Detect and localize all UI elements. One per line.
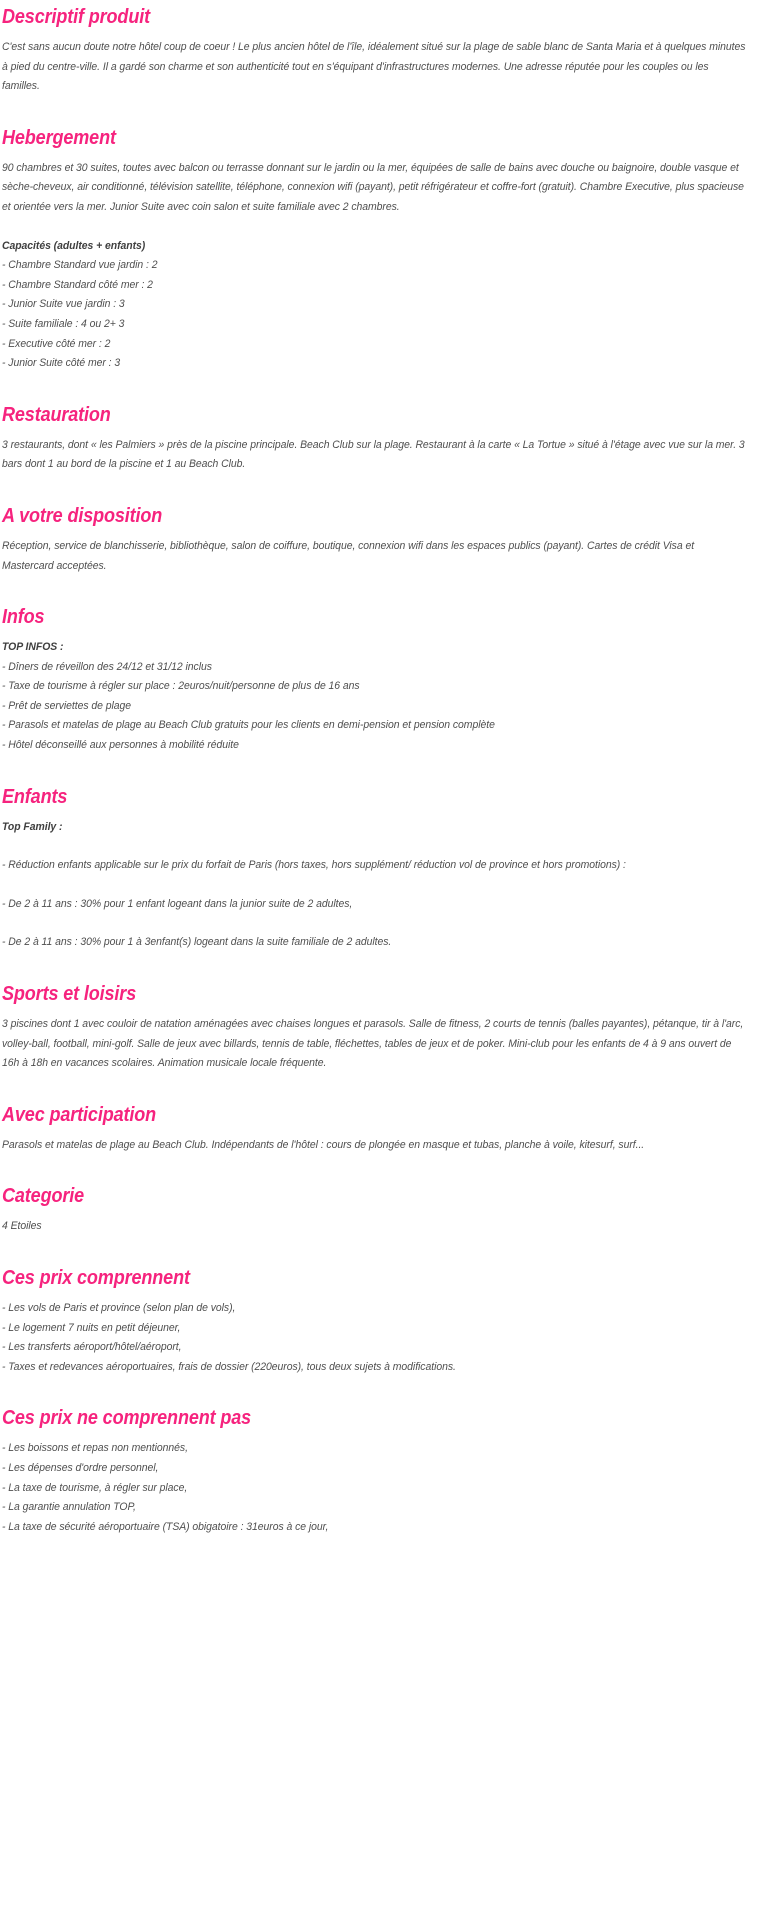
list-item: - Les boissons et repas non mentionnés, [2,1442,188,1455]
prix-comprennent-list [2,1299,748,1377]
section-title-ces-prix-ne-comprennent-pas: Ces prix ne comprennent pas [2,1406,252,1430]
list-item: - Parasols et matelas de plage au Beach Club gratuits pour les clients en demi-pension et pension complète [2,719,495,732]
section-ces-prix-comprennent [2,1265,748,1377]
list-item: - Les transferts aéroport/hôtel/aéroport, [2,1341,182,1354]
list-item: - Hôtel déconseillé aux personnes à mobilité réduite [2,739,239,752]
list-item: - Taxe de tourisme à régler sur place : 2euros/nuit/personne de plus de 16 ans [2,680,360,693]
sports-paragraph: 3 piscines dont 1 avec couloir de natation aménagées avec chaises longues et parasols. Salle de fitness, 2 courts de tennis (balles payantes), pétanque, tir à l'arc, volley-ball, football, mini-golf. Salle de jeux avec billards, tennis de table, fléchettes, tables de jeux et de poker. Mini-club pour les enfants de 4 à 9 ans ouvert de 16h à 18h en vacances scolaires. Animation musicale locale fréquente. [2,1018,744,1070]
section-title-avec-participation: Avec participation [2,1102,157,1126]
spacer [2,837,748,856]
disposition-paragraph: Réception, service de blanchisserie, bibliothèque, salon de coiffure, boutique, connexion wifi dans les espaces publics (payant). Cartes de crédit Visa et Mastercard acceptées. [2,539,695,572]
list-item: - Executive côté mer : 2 [2,337,111,350]
list-item: - Taxes et redevances aéroportuaires, frais de dossier (220euros), tous deux sujets à modifications. [2,1360,456,1373]
list-item: - Les dépenses d'ordre personnel, [2,1461,159,1474]
list-item: - Réduction enfants applicable sur le prix du forfait de Paris (hors taxes, hors supplément/ réduction vol de province et hors promotions) : [2,859,626,872]
section-a-votre-disposition [2,503,748,576]
descriptif-paragraph: C'est sans aucun doute notre hôtel coup de coeur ! Le plus ancien hôtel de l'île, idéalement situé sur la plage de sable blanc de Santa Maria et à quelques minutes à pied du centre-ville. Il a gardé son charme et son authenticité tout en s'équipant d'infrastructures modernes. Une adresse réputée pour les couples ou les familles. [2,41,746,93]
section-title-ces-prix-comprennent: Ces prix comprennent [2,1266,190,1289]
list-item: - La taxe de tourisme, à régler sur place, [2,1481,188,1494]
section-title-a-votre-disposition: A votre disposition [2,503,163,527]
list-item: - Chambre Standard côté mer : 2 [2,278,153,291]
list-item: - Prêt de serviettes de plage [2,699,132,712]
participation-paragraph: Parasols et matelas de plage au Beach Club. Indépendants de l'hôtel : cours de plongée en masque et tubas, planche à voile, kitesurf, surf... [2,1138,645,1151]
section-title-hebergement: Hebergement [2,125,116,149]
list-item: - Dîners de réveillon des 24/12 et 31/12 inclus [2,660,212,673]
section-restauration [2,402,748,475]
section-infos [2,604,748,756]
spacer [2,218,748,237]
section-title-restauration: Restauration [2,402,111,426]
section-title-categorie: Categorie [2,1184,85,1208]
list-item: - Les vols de Paris et province (selon plan de vols), [2,1302,236,1314]
list-item: - Junior Suite vue jardin : 3 [2,298,125,311]
top-infos-label: TOP INFOS : [2,641,64,654]
list-item: - La taxe de sécurité aéroportuaire (TSA) obigatoire : 31euros à ce jour, [2,1520,329,1533]
prix-ne-comprennent-pas-list [2,1439,748,1537]
hebergement-paragraph: 90 chambres et 30 suites, toutes avec balcon ou terrasse donnant sur le jardin ou la mer, équipées de salle de bains avec douche ou baignoire, double vasque et sèche-cheveux, air conditionné, télévision satellite, téléphone, connexion wifi (payant), petit réfrigérateur et coffre-fort (gratuit). Chambre Executive, plus spacieuse et orientée vers la mer. Junior Suite avec coin salon et suite familiale avec 2 chambres. [2,161,744,213]
section-title-sports-et-loisirs: Sports et loisirs [2,982,137,1006]
section-enfants [2,784,748,953]
section-title-enfants: Enfants [2,784,68,808]
list-item: - Le logement 7 nuits en petit déjeuner, [2,1321,181,1334]
section-categorie [2,1183,748,1237]
infos-list [2,658,748,756]
list-item: - La garantie annulation TOP, [2,1501,136,1514]
categorie-value: 4 Etoiles [2,1220,42,1233]
section-title-infos: Infos [2,605,45,629]
capacities-label: Capacités (adultes + enfants) [2,239,146,252]
section-hebergement [2,125,748,374]
list-item: - De 2 à 11 ans : 30% pour 1 à 3enfant(s) logeant dans la suite familiale de 2 adultes. [2,936,392,949]
section-ces-prix-ne-comprennent-pas [2,1405,748,1537]
top-family-label: Top Family : [2,820,63,833]
section-sports-et-loisirs [2,981,748,1074]
list-item: - De 2 à 11 ans : 30% pour 1 enfant logeant dans la junior suite de 2 adultes, [2,897,353,910]
list-item: - Suite familiale : 4 ou 2+ 3 [2,317,125,330]
restauration-paragraph: 3 restaurants, dont « les Palmiers » près de la piscine principale. Beach Club sur la plage. Restaurant à la carte « La Tortue » situé à l'étage avec vue sur la mer. 3 bars dont 1 au bord de la piscine et 1 au Beach Club. [2,438,745,471]
section-avec-participation [2,1102,748,1156]
enfants-list [2,856,748,953]
section-descriptif-produit [2,4,748,97]
section-title-descriptif-produit: Descriptif produit [2,5,150,28]
list-item: - Chambre Standard vue jardin : 2 [2,259,158,272]
capacities-list [2,256,748,374]
list-item: - Junior Suite côté mer : 3 [2,357,121,370]
